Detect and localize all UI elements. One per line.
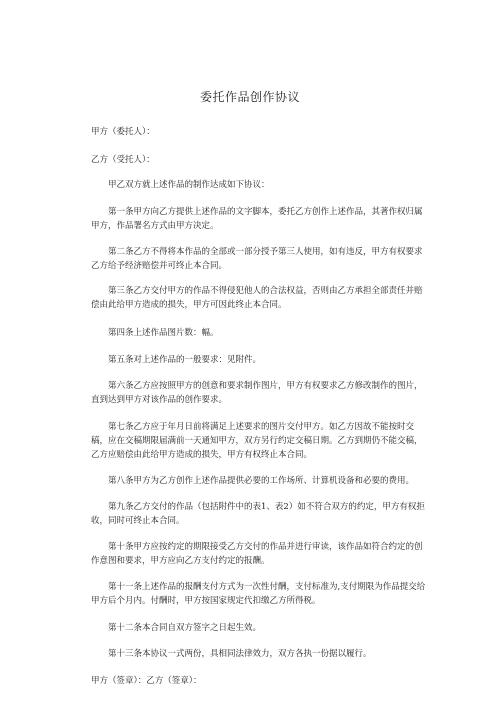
clause-1: 第一条甲方向乙方提供上述作品的文字脚本，委托乙方创作上述作品，其著作权归属甲方，作品署名方式由甲方决定。	[91, 207, 423, 231]
clause-10: 第十条甲方应按约定的期限接受乙方交付的作品并进行审读，该作品如符合约定的创作意图和要求，甲方应向乙方支付约定的报酬。	[91, 542, 423, 566]
signature-line: 甲方（签章）：乙方（签章）：	[91, 676, 202, 686]
clause-13: 第十三条本协议一式两份，具相同法律效力，双方各执一份据以履行。	[108, 649, 372, 659]
clause-3: 第三条乙方交付甲方的作品不得侵犯他人的合法权益，否则由乙方承担全部责任并赔偿由此给甲方造成的损失，甲方可因此终止本合同。	[91, 286, 423, 310]
clause-4: 第四条上述作品图片数：幅。	[108, 328, 219, 338]
clause-6: 第六条乙方应按照甲方的创意和要求制作图片，甲方有权要求乙方修改制作的图片，直到达到甲方对该作品的创作要求。	[91, 381, 423, 405]
clause-9: 第九条乙方交付的作品（包括附件中的表1、表2）如不符合双方的约定，甲方有权拒收，同时可终止本合同。	[91, 502, 425, 526]
clause-12: 第十二条本合同自双方签字之日起生效。	[108, 623, 262, 633]
clause-8: 第八条甲方为乙方创作上述作品提供必要的工作场所、计算机设备和必要的费用。	[108, 476, 415, 486]
clause-2: 第二条乙方不得将本作品的全部或一部分授予第三人使用，如有违反，甲方有权要求乙方给予经济赔偿并可终止本合同。	[91, 247, 423, 271]
intro-line: 甲乙双方就上述作品的制作达成如下协议：	[108, 180, 270, 190]
clause-11: 第十一条上述作品的报酬支付方式为一次性付酬，支付标准为,支付期限为作品提交给甲方后个月内。付酬时，甲方按国家规定代扣缴乙方所得税。	[91, 582, 426, 606]
party-b-line: 乙方（受托人）：	[91, 155, 155, 165]
party-a-line: 甲方（委托人）：	[91, 127, 155, 137]
clause-5: 第五条对上述作品的一般要求：见附件。	[108, 355, 262, 365]
document-title: 委托作品创作协议	[199, 90, 300, 104]
clause-7: 第七条乙方应于年月日前将满足上述要求的图片交付甲方。如乙方因故不能按时交稿，应在交稿期限届满前一天通知甲方，双方另行约定交稿日期。乙方到期仍不能交稿，乙方应赔偿由此给甲方造成的损失，甲方有权终止本合同。	[91, 422, 423, 460]
